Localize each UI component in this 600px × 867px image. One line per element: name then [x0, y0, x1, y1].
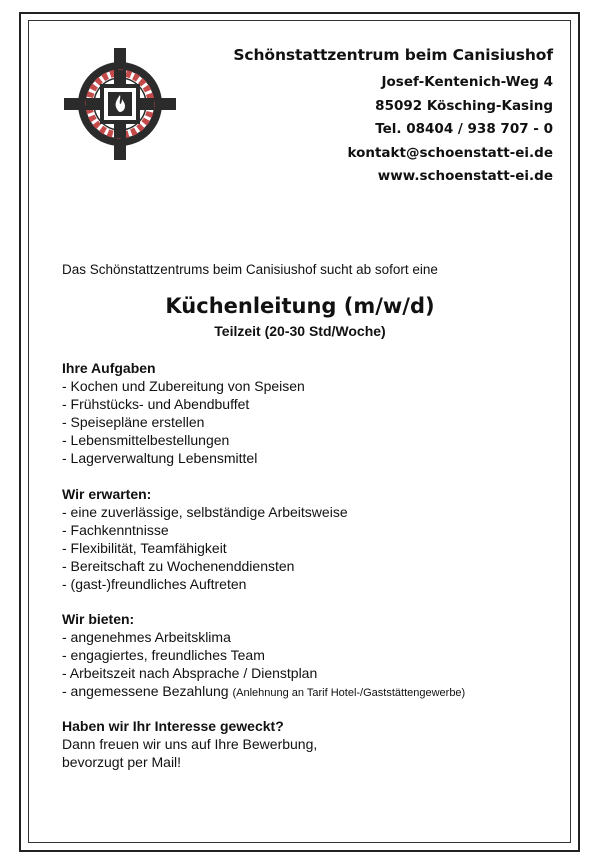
list-item: - engagiertes, freundliches Team	[62, 647, 265, 663]
closing-section	[62, 717, 317, 771]
tasks-heading: Ihre Aufgaben	[62, 360, 156, 376]
email-address: kontakt@schoenstatt-ei.de	[347, 144, 553, 161]
list-item: - Bereitschaft zu Wochenenddiensten	[62, 558, 295, 574]
list-item: - Arbeitszeit nach Absprache / Dienstplan	[62, 665, 318, 681]
contact-block	[233, 46, 553, 189]
tasks-section	[62, 359, 305, 467]
list-item: - Flexibilität, Teamfähigkeit	[62, 540, 227, 556]
schoenstatt-logo	[64, 48, 176, 160]
offer-heading: Wir bieten:	[62, 611, 135, 627]
list-item: - angenehmes Arbeitsklima	[62, 629, 231, 645]
offer-pay-note: (Anlehnung an Tarif Hotel-/Gaststättengewerbe)	[232, 687, 466, 699]
organization-name: Schönstattzentrum beim Canisiushof	[233, 46, 553, 64]
expect-heading: Wir erwarten:	[62, 486, 152, 502]
expect-section	[62, 485, 348, 593]
closing-line-1: Dann freuen wir uns auf Ihre Bewerbung,	[62, 736, 318, 752]
list-item: - eine zuverlässige, selbständige Arbeitsweise	[62, 504, 348, 520]
job-title: Küchenleitung (m/w/d)	[165, 294, 435, 318]
list-item: - Speisepläne erstellen	[62, 414, 205, 430]
job-subtitle: Teilzeit (20-30 Std/Woche)	[214, 323, 386, 339]
list-item: - (gast-)freundliches Auftreten	[62, 576, 247, 592]
list-item: - Frühstücks- und Abendbuffet	[62, 396, 250, 412]
offer-pay-text: - angemessene Bezahlung	[62, 683, 229, 699]
city-address: 85092 Kösching-Kasing	[375, 97, 553, 114]
website-address: www.schoenstatt-ei.de	[377, 168, 553, 184]
intro-text: Das Schönstattzentrums beim Canisiushof sucht ab sofort eine	[62, 262, 438, 277]
list-item: - Lagerverwaltung Lebensmittel	[62, 450, 258, 466]
list-item: - Lebensmittelbestellungen	[62, 432, 230, 448]
closing-heading: Haben wir Ihr Interesse geweckt?	[62, 718, 284, 734]
list-item: - Fachkenntnisse	[62, 522, 169, 538]
closing-line-2: bevorzugt per Mail!	[62, 754, 182, 770]
offer-section	[62, 610, 465, 702]
list-item	[62, 682, 465, 702]
phone-number: Tel. 08404 / 938 707 - 0	[375, 121, 553, 137]
street-address: Josef-Kentenich-Weg 4	[381, 74, 553, 90]
list-item: - Kochen und Zubereitung von Speisen	[62, 378, 305, 394]
